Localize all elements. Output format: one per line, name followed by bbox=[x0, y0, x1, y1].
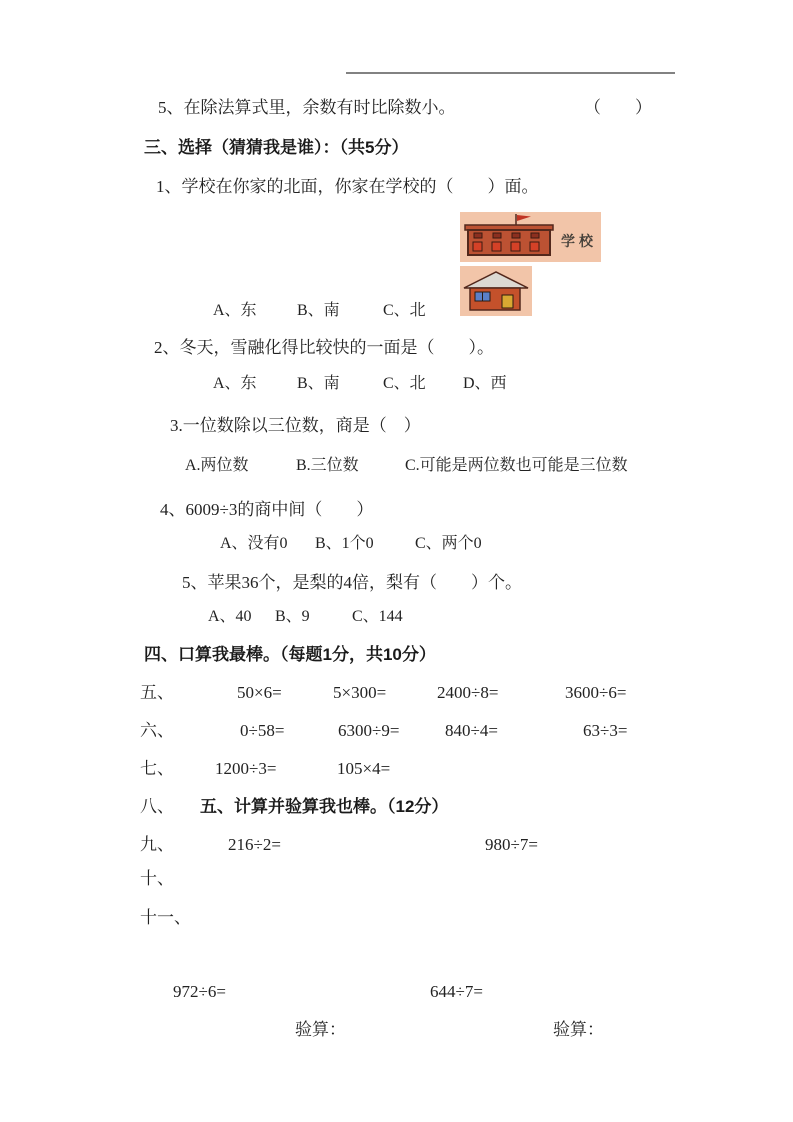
oral-expr-9: 1200÷3= bbox=[215, 759, 277, 778]
q1-option-c: C、北 bbox=[383, 302, 426, 319]
judge-item-5-answer-blank: （ ） bbox=[584, 98, 652, 117]
q4-option-b: B、1个0 bbox=[315, 535, 374, 552]
check-label-2: 验算： bbox=[553, 1020, 604, 1039]
oral-expr-1: 50×6= bbox=[237, 683, 282, 702]
calc-expr-1: 216÷2= bbox=[228, 835, 281, 854]
choice-section-title: 三、选择（猜猜我是谁）：（共5分） bbox=[144, 138, 409, 157]
choice-q4-text: 4、6009÷3的商中间（ ） bbox=[160, 500, 374, 519]
calc-expr-3: 972÷6= bbox=[173, 982, 226, 1001]
list-marker-10: 十、 bbox=[140, 869, 174, 888]
judge-item-5: 5、在除法算式里，余数有时比除数小。 bbox=[158, 98, 456, 117]
choice-q3-text: 3.一位数除以三位数，商是（ ） bbox=[170, 416, 421, 435]
q1-option-a: A、东 bbox=[213, 302, 257, 319]
list-marker-7: 七、 bbox=[140, 759, 174, 778]
list-marker-8: 八、 bbox=[140, 797, 174, 816]
oral-expr-2: 5×300= bbox=[333, 683, 387, 702]
q4-option-c: C、两个0 bbox=[415, 535, 482, 552]
list-marker-6: 六、 bbox=[140, 721, 174, 740]
oral-expr-6: 6300÷9= bbox=[338, 721, 400, 740]
choice-q5-text: 5、苹果36个，是梨的4倍，梨有（ ）个。 bbox=[182, 573, 522, 592]
calc-expr-4: 644÷7= bbox=[430, 982, 483, 1001]
q2-option-c: C、北 bbox=[383, 375, 426, 392]
house-picture bbox=[460, 266, 532, 316]
list-marker-5: 五、 bbox=[140, 683, 174, 702]
school-label: 学校 bbox=[561, 235, 597, 250]
oral-expr-10: 105×4= bbox=[337, 759, 391, 778]
choice-q1-text: 1、学校在你家的北面，你家在学校的（ ）面。 bbox=[156, 177, 539, 196]
q5-option-c: C、144 bbox=[352, 608, 403, 625]
calc-section-title: 五、计算并验算我也棒。（12分） bbox=[200, 797, 449, 816]
q5-option-b: B、9 bbox=[275, 608, 310, 625]
oral-expr-8: 63÷3= bbox=[583, 721, 628, 740]
q3-option-a: A.两位数 bbox=[185, 457, 249, 474]
q5-option-a: A、40 bbox=[208, 608, 252, 625]
q4-option-a: A、没有0 bbox=[220, 535, 288, 552]
list-marker-11: 十一、 bbox=[140, 908, 191, 927]
q1-option-b: B、南 bbox=[297, 302, 340, 319]
check-label-1: 验算： bbox=[295, 1020, 346, 1039]
q2-option-b: B、南 bbox=[297, 375, 340, 392]
house-door bbox=[502, 295, 513, 308]
choice-q2-text: 2、冬天，雪融化得比较快的一面是（ ）。 bbox=[154, 338, 494, 357]
q2-option-d: D、西 bbox=[463, 375, 507, 392]
q3-option-b: B.三位数 bbox=[296, 457, 359, 474]
calc-expr-2: 980÷7= bbox=[485, 835, 538, 854]
oral-expr-3: 2400÷8= bbox=[437, 683, 499, 702]
oral-expr-4: 3600÷6= bbox=[565, 683, 627, 702]
header-divider-line bbox=[346, 72, 675, 74]
q2-option-a: A、东 bbox=[213, 375, 257, 392]
q3-option-c: C.可能是两位数也可能是三位数 bbox=[405, 457, 628, 474]
oral-expr-7: 840÷4= bbox=[445, 721, 498, 740]
list-marker-9: 九、 bbox=[140, 835, 174, 854]
oral-section-title: 四、口算我最棒。（每题1分，共10分） bbox=[144, 645, 436, 664]
oral-expr-5: 0÷58= bbox=[240, 721, 285, 740]
school-picture bbox=[460, 212, 601, 262]
